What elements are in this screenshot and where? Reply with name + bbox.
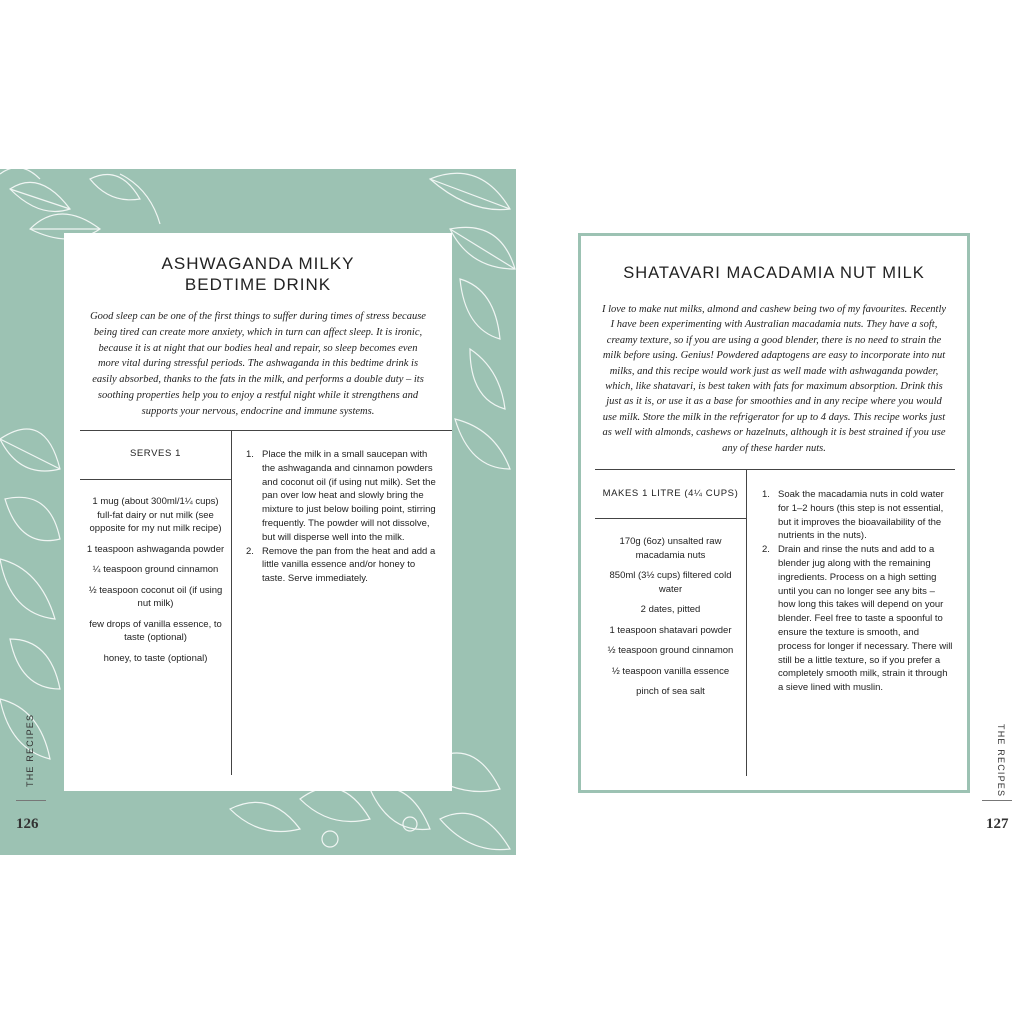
step-number: 1. xyxy=(246,449,254,460)
ingredient-item: 850ml (3½ cups) filtered cold water xyxy=(609,570,732,595)
ingredient-item: few drops of vanilla essence, to taste (optional) xyxy=(89,618,222,643)
method-step xyxy=(762,543,954,695)
method-step xyxy=(762,488,954,543)
method-step xyxy=(246,545,440,586)
ingredient-item: 1 mug (about 300ml/1¼ cups) full-fat dairy or nut milk (see opposite for my nut milk recipe) xyxy=(89,496,222,534)
method-step xyxy=(246,448,440,545)
page-rule xyxy=(16,800,46,801)
ingredient-item: 2 dates, pitted xyxy=(640,604,701,615)
ingredient-item: pinch of sea salt xyxy=(636,686,705,697)
recipe-card-right xyxy=(578,233,970,793)
step-text: Drain and rinse the nuts and add to a blender jug along with the remaining ingredients. Process on a high setting until you can no longer see any bits – how long this takes will depend on your blender. Feel free to taste a spoonful to ensure the texture is smooth, and process for longer if necessary. There will still be a little texture, so if you prefer a completely smooth milk, strain it through a sieve lined with muslin. xyxy=(778,544,953,694)
step-number: 2. xyxy=(762,544,770,556)
ingredient-item: ½ teaspoon ground cinnamon xyxy=(607,645,734,656)
ingredient-item: ½ teaspoon vanilla essence xyxy=(611,665,730,677)
ingredient-item: 1 teaspoon shatavari powder xyxy=(609,624,732,636)
divider xyxy=(80,430,452,431)
step-number: 1. xyxy=(762,489,770,500)
recipe-card-left xyxy=(64,233,452,791)
ingredient-item: 1 teaspoon ashwaganda powder xyxy=(86,543,225,555)
ingredient-item: ½ teaspoon coconut oil (if using nut milk) xyxy=(88,584,223,609)
column-divider xyxy=(231,430,232,775)
step-text: Remove the pan from the heat and add a little vanilla essence and/or honey to taste. Serve immediately. xyxy=(262,545,436,585)
recipe-intro: I love to make nut milks, almond and cashew being two of my favourites. Recently I have been experimenting with Australian macadamia nuts. They have a soft, creamy texture, so if you are using a good blender, there is no need to strain the milk before using. Genius! Powdered adaptogens are easy to incorporate into nut milks, and this recipe would work just as well made with ashwaganda powder, which, like shatavari, is best taken with fats for maximum absorption. Drink this just as it is, or use it as a base for smoothies and in any recipe where you would use milk. Store the milk in the refrigerator for up to 4 days. This recipe works just as well with almonds, cashews or hazelnuts, although it is best strained if you use any of these harder nuts. xyxy=(601,304,947,454)
divider xyxy=(595,469,955,470)
page-number-right: 127 xyxy=(986,816,1009,832)
section-label-left: THE RECIPES xyxy=(25,713,35,787)
recipe-title: SHATAVARI MACADAMIA NUT MILK xyxy=(623,264,925,282)
serves-label: SERVES 1 xyxy=(129,448,182,459)
ingredient-list xyxy=(84,495,227,672)
page-rule xyxy=(982,800,1012,801)
step-number: 2. xyxy=(246,545,254,557)
recipe-title-line1: ASHWAGANDA MILKY xyxy=(161,254,355,273)
ingredient-list xyxy=(603,535,738,706)
page-number-left: 126 xyxy=(16,816,39,832)
step-text: Place the milk in a small saucepan with the ashwaganda and cinnamon powders and coconut oil (if using nut milk). Set the pan over low heat and slowly bring the mixture to just below boiling point, stirring frequently. The powder will not dissolve, but will disperse well into the milk. xyxy=(262,449,436,543)
step-text: Soak the macadamia nuts in cold water for 1–2 hours (this step is not essential, but it improves the bioavailability of the nutrients in the nuts). xyxy=(778,489,944,542)
ingredient-item: ¼ teaspoon ground cinnamon xyxy=(92,564,219,575)
recipe-intro: Good sleep can be one of the first things to suffer during times of stress because being tired can create more anxiety, which in turn can affect sleep. It is ironic, because it is at night that our bodies heal and repair, so sleep becomes even more vital during stressful periods. The ashwaganda in this bedtime drink is easily absorbed, thanks to the fats in the milk, and performs a double duty – its soothing properties help you to enjoy a restful night while it strengthens and supports your nervous, endocrine and immune systems. xyxy=(90,311,426,417)
divider xyxy=(595,518,746,519)
method-list xyxy=(762,488,954,695)
ingredient-item: honey, to taste (optional) xyxy=(103,652,208,664)
recipe-title-line2: BEDTIME DRINK xyxy=(184,275,332,294)
divider xyxy=(80,479,231,480)
makes-label: MAKES 1 LITRE (4¼ CUPS) xyxy=(602,488,739,499)
recipe-title xyxy=(64,253,452,295)
section-label-right: THE RECIPES xyxy=(996,724,1006,798)
method-list xyxy=(246,448,440,586)
column-divider xyxy=(746,469,747,776)
ingredient-item: 170g (6oz) unsalted raw macadamia nuts xyxy=(619,536,722,561)
